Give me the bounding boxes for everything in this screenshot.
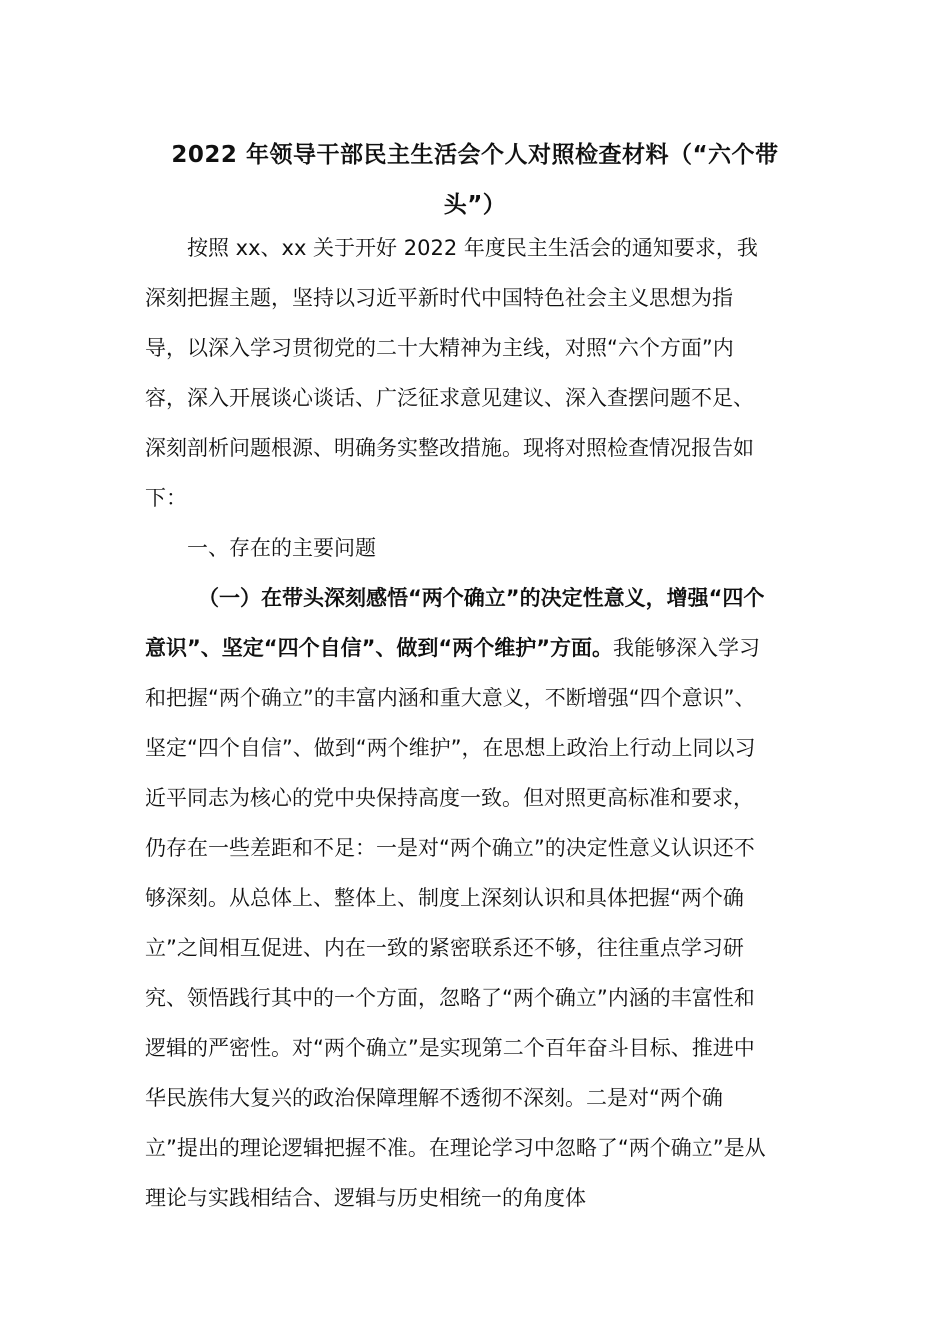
intro-line: 深刻剖析问题根源、明确务实整改措施。现将对照检查情况报告如 — [145, 436, 754, 460]
subsection-body-start: 我能够深入学习 — [613, 636, 761, 660]
subsection-heading-line-1: （一）在带头深刻感悟“两个确立”的决定性意义，增强“四个 — [198, 586, 765, 610]
body-line: 立”之间相互促进、内在一致的紧密联系还不够，往往重点学习研 — [145, 936, 744, 960]
intro-line: 容，深入开展谈心谈话、广泛征求意见建议、深入查摆问题不足、 — [145, 386, 754, 410]
body-line: 近平同志为核心的党中央保持高度一致。但对照更高标准和要求， — [145, 786, 754, 810]
subsection-heading-bold: 意识”、坚定“四个自信”、做到“两个维护”方面。 — [145, 636, 614, 660]
intro-line: 深刻把握主题，坚持以习近平新时代中国特色社会主义思想为指 — [145, 286, 733, 310]
body-line: 逻辑的严密性。对“两个确立”是实现第二个百年奋斗目标、推进中 — [145, 1036, 755, 1060]
document-title-line-2: 头”） — [443, 192, 507, 218]
intro-line: 按照 xx、xx 关于开好 2022 年度民主生活会的通知要求，我 — [187, 236, 758, 260]
body-line: 够深刻。从总体上、整体上、制度上深刻认识和具体把握“两个确 — [145, 886, 744, 910]
body-line: 坚定“四个自信”、做到“两个维护”，在思想上政治上行动上同以习 — [145, 736, 756, 760]
body-line: 仍存在一些差距和不足：一是对“两个确立”的决定性意义认识还不 — [145, 836, 755, 860]
subsection-heading-line-2 — [145, 638, 760, 659]
body-line: 立”提出的理论逻辑把握不准。在理论学习中忽略了“两个确立”是从 — [145, 1136, 766, 1160]
body-line: 和把握“两个确立”的丰富内涵和重大意义，不断增强“四个意识”、 — [145, 686, 756, 710]
intro-line: 下： — [145, 486, 187, 510]
intro-line: 导，以深入学习贯彻党的二十大精神为主线，对照“六个方面”内 — [145, 336, 734, 360]
body-line: 理论与实践相结合、逻辑与历史相统一的角度体 — [145, 1186, 586, 1210]
section-heading: 一、存在的主要问题 — [187, 536, 376, 560]
document-title-line-1: 2022 年领导干部民主生活会个人对照检查材料（“六个带 — [171, 142, 779, 168]
body-line: 华民族伟大复兴的政治保障理解不透彻不深刻。二是对“两个确 — [145, 1086, 723, 1110]
body-line: 究、领悟践行其中的一个方面，忽略了“两个确立”内涵的丰富性和 — [145, 986, 755, 1010]
